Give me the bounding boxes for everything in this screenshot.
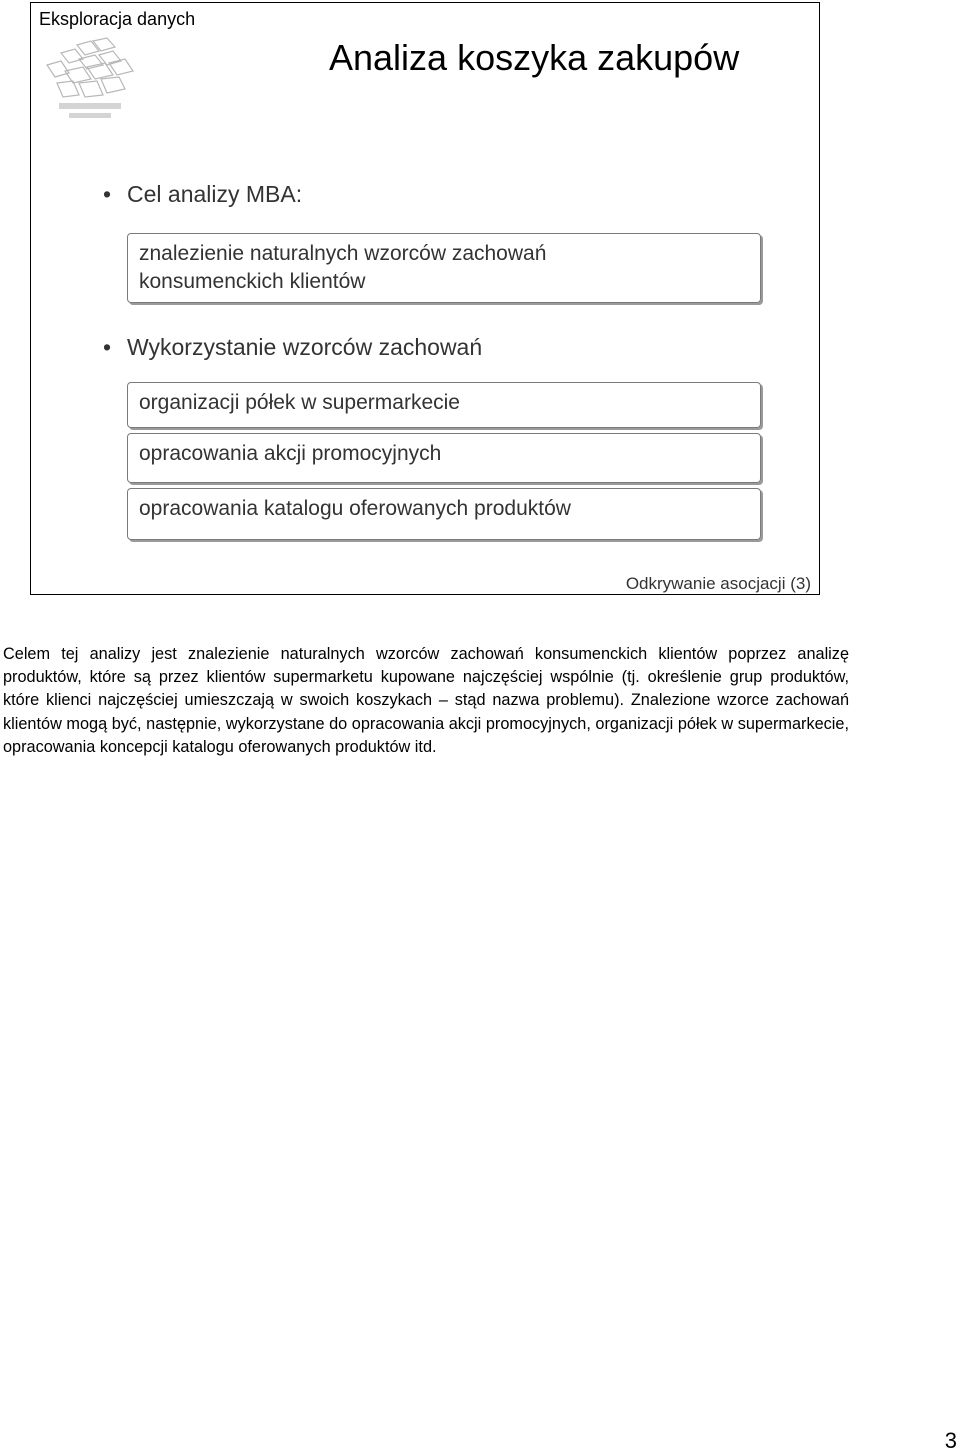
bullet-label: Cel analizy MBA: [127,181,303,207]
box-line: opracowania akcji promocyjnych [139,442,442,465]
box-line: znalezienie naturalnych wzorców zachowań [139,242,547,265]
grid-logo-icon [39,37,149,133]
content-box [127,233,761,303]
box-line: opracowania katalogu oferowanych produktów [139,497,571,520]
slide-footer: Odkrywanie asocjacji (3) [625,574,811,593]
bullet-label: Wykorzystanie wzorców zachowań [127,334,483,360]
bullet-dot: • [103,181,112,207]
content-box [127,488,761,540]
body-paragraph: Celem tej analizy jest znalezienie naturalnych wzorców zachowań konsumenckich klientów poprzez analizę produktów, które są przez klientów supermarketu kupowane najczęściej wspólnie (tj. określenie grup produktów, które klienci najczęściej umieszczają w swoich koszykach – stąd nazwa problemu). Znalezione wzorce zachowań klientów mogą być, następnie, wykorzystane do opracowania akcji promocyjnych, organizacji półek w supermarkecie, opracowania koncepcji katalogu oferowanych produktów itd. [3,645,849,756]
box-line: konsumenckich klientów [139,270,366,293]
bullet-dot: • [103,334,112,360]
bullet-item [103,334,482,361]
content-box [127,433,761,483]
bullet-item [103,181,302,208]
slide-header: Eksploracja danych [39,9,196,29]
box-line: organizacji półek w supermarkecie [139,391,460,414]
content-box [127,382,761,428]
slide-title: Analiza koszyka zakupów [329,37,740,78]
page-number: 3 [944,1428,957,1453]
slide-frame [30,2,820,595]
